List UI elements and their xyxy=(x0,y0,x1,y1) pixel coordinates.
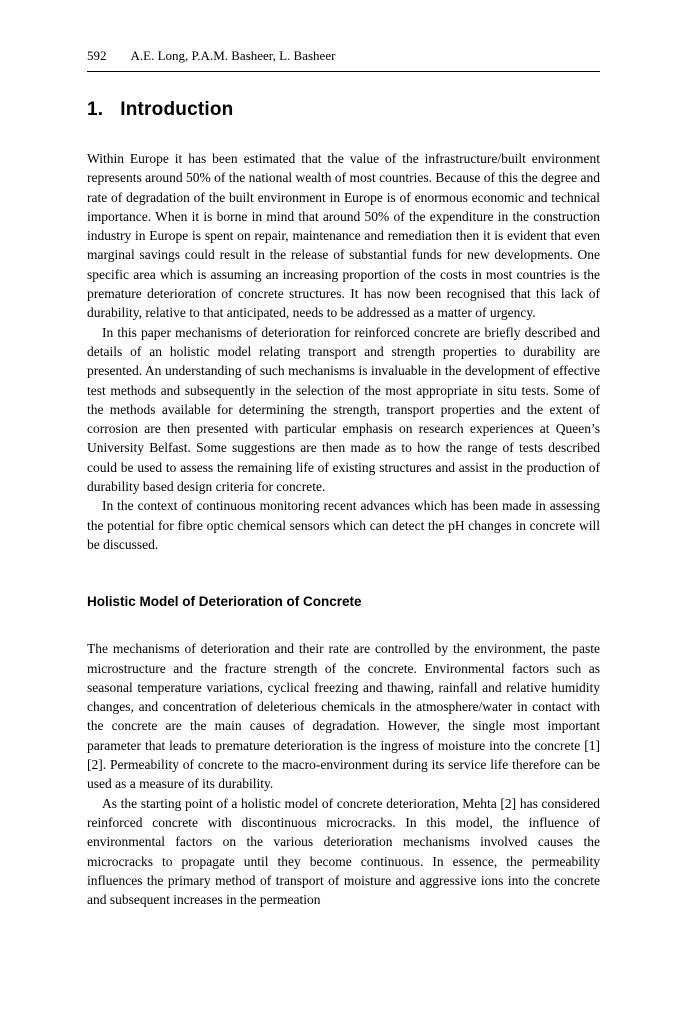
header-rule xyxy=(87,71,600,72)
intro-paragraph-3: In the context of continuous monitoring recent advances which has been made in assessing the potential for fibre optic chemical sensors which can detect the pH changes in concrete will be discussed. xyxy=(87,498,600,552)
subsection-paragraph-2: As the starting point of a holistic model of concrete deterioration, Mehta [2] has considered reinforced concrete with discontinuous microcracks. In this model, the influence of environmental factors on the various deterioration mechanisms involved causes the microcracks to propagate until they become continuous. In essence, the permeability influences the primary method of transport of moisture and aggressive ions into the concrete and subsequent increases in the permeation xyxy=(87,795,600,908)
running-head-authors: A.E. Long, P.A.M. Basheer, L. Basheer xyxy=(130,48,336,63)
section-heading xyxy=(87,98,600,122)
section-title: Introduction xyxy=(120,99,234,120)
intro-paragraph-2: In this paper mechanisms of deterioration for reinforced concrete are briefly described and details of an holistic model relating transport and strength properties to durability are presented. An understanding of such mechanisms is invaluable in the development of effective test methods and subsequently in the selection of the most appropriate in situ tests. Some of the methods available for determining the strength, transport properties and the extent of corrosion are then presented with particular emphasis on research experiences at Queen’s University Belfast. Some suggestions are then made as to how the range of tests described could be used to assess the remaining life of existing structures and assist in the production of durability based design criteria for concrete. xyxy=(87,324,600,495)
subsection-paragraph-1: The mechanisms of deterioration and their rate are controlled by the environment, the paste microstructure and the fracture strength of the concrete. Environmental factors such as seasonal temperature variations, cyclical freezing and thawing, rainfall and relative humidity changes, and concentration of deleterious chemicals in the atmosphere/water in contact with the concrete are the main causes of degradation. However, the single most important parameter that leads to premature deterioration is the ingress of moisture into the concrete [1][2]. Permeability of concrete to the macro-environment during its service life therefore can be used as a measure of its durability. xyxy=(87,641,600,792)
running-header xyxy=(87,48,600,64)
page-number: 592 xyxy=(87,48,107,63)
intro-paragraph-1: Within Europe it has been estimated that the value of the infrastructure/built environment represents around 50% of the national wealth of most countries. Because of this the degree and rate of degradation of the built environment in Europe is of enormous economic and technical importance. When it is borne in mind that around 50% of the expenditure in the construction industry in Europe is spent on repair, maintenance and remediation then it is evident that even marginal savings could result in the release of substantial funds for new developments. One specific area which is assuming an increasing proportion of the costs in most countries is the premature deterioration of concrete structures. It has now been recognised that this lack of durability, relative to that anticipated, needs to be addressed as a matter of urgency. xyxy=(87,151,600,321)
section-number: 1. xyxy=(87,99,104,120)
subsection-heading: Holistic Model of Deterioration of Concrete xyxy=(87,594,362,610)
